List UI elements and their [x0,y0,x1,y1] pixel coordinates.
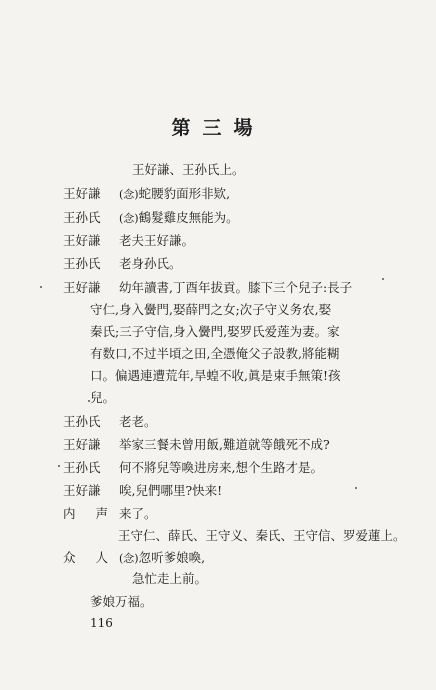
speaker-name: 内 声 [63,506,116,521]
scan-speck [355,487,357,489]
page-number: 116 [90,616,113,630]
dialogue-text: 老身孙氏。 [119,256,182,271]
stage-cue: (念) [119,188,139,201]
dialogue-text: 何不將兒等喚进房来,想个生路才是。 [119,460,323,475]
dialogue-text: 忽听爹娘喚, [138,550,206,565]
dialogue-line [63,460,323,476]
dialogue-continuation [90,368,340,384]
speaker-name: 王孙氏 [63,210,101,225]
dialogue-line [63,280,352,296]
stage-direction [118,528,406,544]
scan-speck [40,286,42,288]
dialogue-text: 口。偏遇連遭荒年,旱蝗不收,眞是束手無策!孩 [90,368,341,383]
dialogue-text: 幼年讀書,丁酉年拔貢。膝下三个兒子:長子 [119,280,353,295]
dialogue-line [63,186,230,203]
dialogue-continuation [90,390,115,406]
dialogue-text: 有数口,不过半頃之田,全憑俺父子設教,將能糊 [90,346,340,361]
dialogue-line [63,414,157,430]
speaker-name: 王好謙 [63,186,101,201]
scan-speck [58,465,60,467]
stage-cue: (念) [119,552,139,565]
dialogue-text: 来了。 [119,506,157,521]
dialogue-line [63,233,194,249]
dialogue-text: 老夫王好謙。 [119,233,195,248]
stage-cue: (念) [119,212,139,225]
dialogue-text: 急忙走上前。 [132,571,208,586]
speaker-name: 王孙氏 [63,414,101,429]
speaker-name: 王孙氏 [63,256,101,271]
dialogue-continuation [90,594,153,610]
speaker-name: 王孙氏 [63,460,101,475]
stage-direction [132,162,245,178]
dialogue-text: 蛇腰豹面形非欵, [138,186,231,201]
dialogue-continuation [90,346,339,362]
dialogue-text: 唉,兒們哪里?快来! [119,483,223,498]
dialogue-text: 守仁,身入黌門,娶薛門之女;次子守义务农,娶 [90,302,332,317]
speaker-name: 王好謙 [63,233,101,248]
scene-title: 第三場 [171,117,265,139]
dialogue-line [63,210,239,227]
dialogue-text: 兒。 [90,390,116,405]
scan-speck [88,400,90,402]
speaker-name: 众 人 [63,550,116,565]
dialogue-text: 举家三餐未曾用飯,難道就等餓死不成? [119,437,330,452]
speaker-name: 王好謙 [63,280,101,295]
stage-direction-text: 王守仁、薛氏、王守义、秦氏、王守信、罗爱蓮上。 [118,528,406,543]
dialogue-line [63,506,157,522]
dialogue-text: 老老。 [119,414,157,429]
scan-speck [382,278,384,280]
dialogue-continuation [132,571,207,587]
speaker-name: 王好謙 [63,483,101,498]
dialogue-line [63,437,330,453]
stage-direction-text: 王好謙、王孙氏上。 [132,162,245,177]
dialogue-line [63,483,222,499]
dialogue-text: 秦氏;三子守信,身入黌門,娶罗氏爱莲为妻。家 [90,324,340,339]
dialogue-text: 爹娘万福。 [90,594,153,609]
speaker-name: 王好謙 [63,437,101,452]
dialogue-continuation [90,324,340,340]
dialogue-line [63,550,205,567]
dialogue-text: 鶴髮雞皮無能为。 [138,210,239,225]
dialogue-line [63,256,182,272]
dialogue-continuation [90,302,331,318]
